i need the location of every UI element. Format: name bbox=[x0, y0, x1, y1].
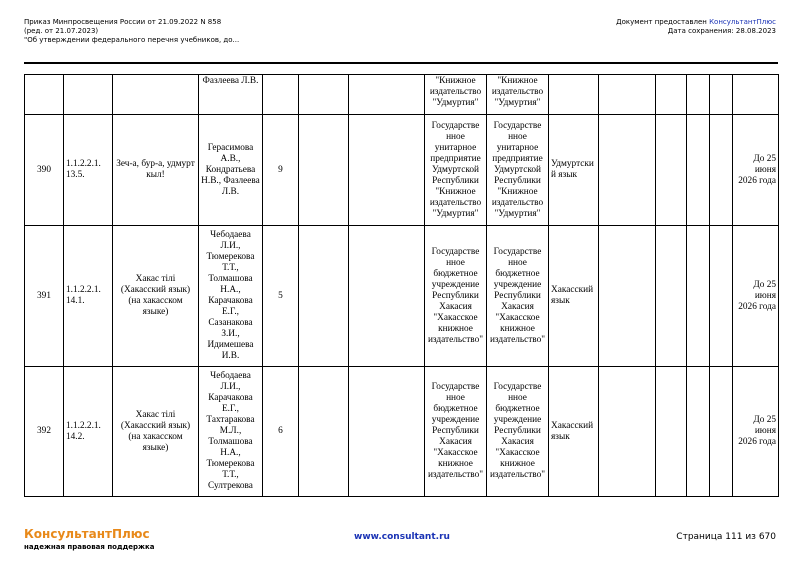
cell-num: 391 bbox=[25, 226, 64, 367]
cell-code: 1.1.2.2.1. 13.5. bbox=[64, 115, 113, 226]
cell-title: Зеч-а, бур-а, удмурт кыл! bbox=[113, 115, 199, 226]
cell-empty bbox=[349, 75, 425, 115]
cell-language: Хакасский язык bbox=[549, 226, 599, 367]
cell-language: Хакасский язык bbox=[549, 367, 599, 497]
cell-title bbox=[113, 75, 199, 115]
cell-num: 392 bbox=[25, 367, 64, 497]
table-row bbox=[25, 115, 779, 226]
cell-publisher1: Государстве нное унитарное предприятие Удмуртской Республики "Книжное издательство "Удмуртия" bbox=[425, 115, 487, 226]
cell-code: 1.1.2.2.1. 14.1. bbox=[64, 226, 113, 367]
cell-empty bbox=[656, 115, 687, 226]
cell-empty bbox=[687, 367, 710, 497]
cell-empty bbox=[599, 75, 656, 115]
table-row bbox=[25, 75, 779, 115]
cell-authors: Фазлеева Л.В. bbox=[199, 75, 263, 115]
cell-grade bbox=[263, 75, 299, 115]
footer-tagline: надежная правовая поддержка bbox=[24, 543, 155, 551]
cell-empty bbox=[599, 226, 656, 367]
cell-empty bbox=[299, 367, 349, 497]
cell-empty bbox=[687, 226, 710, 367]
cell-empty bbox=[710, 115, 733, 226]
footer-url-link[interactable]: www.consultant.ru bbox=[354, 532, 450, 542]
cell-title: Хакас тілі (Хакасский язык) (на хакасском языке) bbox=[113, 226, 199, 367]
cell-empty bbox=[349, 367, 425, 497]
cell-empty bbox=[656, 367, 687, 497]
cell-language: Удмуртски й язык bbox=[549, 115, 599, 226]
cell-empty bbox=[349, 115, 425, 226]
cell-empty bbox=[656, 75, 687, 115]
header-line: (ред. от 21.07.2023) bbox=[24, 27, 99, 35]
document-header-title bbox=[24, 18, 239, 45]
cell-empty bbox=[299, 115, 349, 226]
cell-publisher2: Государстве нное унитарное предприятие Удмуртской Республики "Книжное издательство "Удмуртия" bbox=[487, 115, 549, 226]
cell-empty bbox=[299, 226, 349, 367]
cell-publisher1: Государстве нное бюджетное учреждение Республики Хакасия "Хакасское книжное издательство" bbox=[425, 226, 487, 367]
cell-publisher2: Государстве нное бюджетное учреждение Республики Хакасия "Хакасское книжное издательство" bbox=[487, 226, 549, 367]
cell-empty bbox=[710, 75, 733, 115]
cell-language bbox=[549, 75, 599, 115]
cell-until bbox=[733, 75, 779, 115]
cell-empty bbox=[599, 367, 656, 497]
cell-num bbox=[25, 75, 64, 115]
cell-code: 1.1.2.2.1. 14.2. bbox=[64, 367, 113, 497]
page-number: Страница 111 из 670 bbox=[676, 532, 776, 542]
header-line: "Об утверждении федерального перечня учебников, до... bbox=[24, 36, 240, 44]
cell-authors: Герасимова А.В., Кондратьева Н.В., Фазлеева Л.В. bbox=[199, 115, 263, 226]
save-date: Дата сохранения: 28.08.2023 bbox=[667, 27, 776, 35]
cell-empty bbox=[599, 115, 656, 226]
header-line: Приказ Минпросвещения России от 21.09.2022 N 858 bbox=[24, 18, 222, 26]
cell-until: До 25 июня 2026 года bbox=[733, 226, 779, 367]
cell-until: До 25 июня 2026 года bbox=[733, 115, 779, 226]
document-provider bbox=[616, 18, 776, 36]
cell-grade: 9 bbox=[263, 115, 299, 226]
cell-publisher1: Государстве нное бюджетное учреждение Республики Хакасия "Хакасское книжное издательство" bbox=[425, 367, 487, 497]
table-row bbox=[25, 226, 779, 367]
cell-grade: 5 bbox=[263, 226, 299, 367]
cell-publisher2: "Книжное издательство "Удмуртия" bbox=[487, 75, 549, 115]
cell-empty bbox=[656, 226, 687, 367]
cell-empty bbox=[710, 226, 733, 367]
provider-brand-link[interactable]: КонсультантПлюс bbox=[709, 18, 776, 26]
cell-publisher1: "Книжное издательство "Удмуртия" bbox=[425, 75, 487, 115]
cell-code bbox=[64, 75, 113, 115]
cell-empty bbox=[299, 75, 349, 115]
cell-authors: Чебодаева Л.И., Карачакова Е.Г., Тахтаракова М.Л., Толмашова Н.А., Тюмерекова Т.Т., Султрекова bbox=[199, 367, 263, 497]
footer-brand-logo: КонсультантПлюс bbox=[24, 527, 150, 541]
cell-empty bbox=[687, 115, 710, 226]
cell-empty bbox=[687, 75, 710, 115]
table-row bbox=[25, 367, 779, 497]
provided-label: Документ предоставлен bbox=[616, 18, 710, 26]
cell-until: До 25 июня 2026 года bbox=[733, 367, 779, 497]
cell-num: 390 bbox=[25, 115, 64, 226]
cell-empty bbox=[349, 226, 425, 367]
cell-grade: 6 bbox=[263, 367, 299, 497]
cell-title: Хакас тілі (Хакасский язык) (на хакасском языке) bbox=[113, 367, 199, 497]
cell-empty bbox=[710, 367, 733, 497]
header-divider bbox=[24, 62, 778, 64]
cell-publisher2: Государстве нное бюджетное учреждение Республики Хакасия "Хакасское книжное издательство" bbox=[487, 367, 549, 497]
cell-authors: Чебодаева Л.И., Тюмерекова Т.Т., Толмашова Н.А., Карачакова Е.Г., Сазанакова З.И., Идимешева И.В. bbox=[199, 226, 263, 367]
textbook-table bbox=[24, 74, 779, 497]
